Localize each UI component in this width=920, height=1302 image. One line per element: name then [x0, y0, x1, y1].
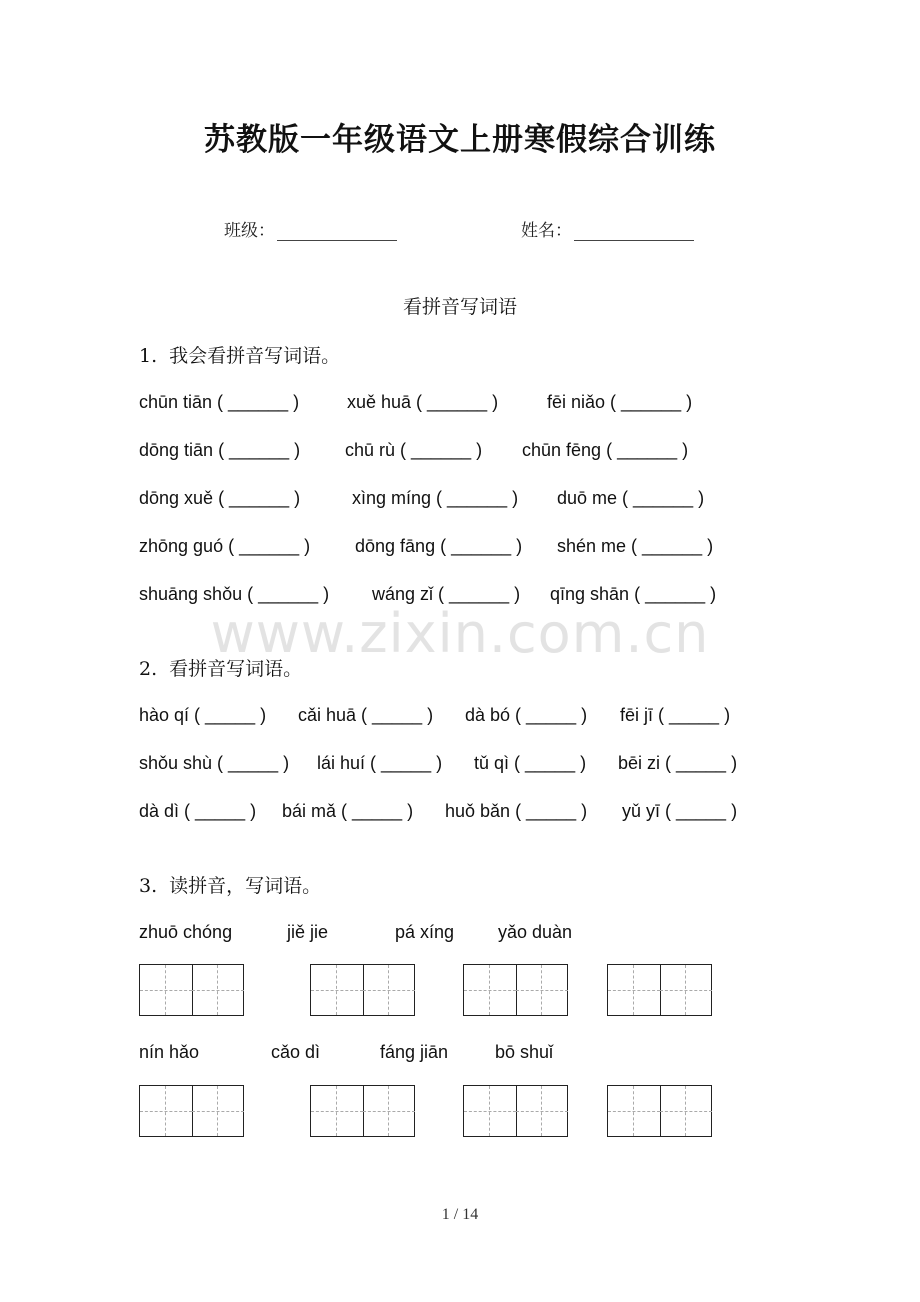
pinyin-item: zhōng guó ( ______ ) — [139, 536, 311, 556]
writing-box[interactable] — [463, 964, 568, 1016]
pinyin-item: dà dì ( _____ ) — [139, 801, 257, 821]
question-number: 2. — [139, 658, 158, 680]
pinyin-item: huǒ bǎn ( _____ ) — [445, 801, 588, 821]
pinyin-item: bēi zi ( _____ ) — [618, 753, 738, 773]
name-field — [521, 216, 694, 241]
tian-grid-cell[interactable] — [660, 965, 712, 1015]
class-field — [224, 216, 397, 241]
question-3-heading — [139, 871, 321, 898]
tian-grid-cell[interactable] — [464, 965, 517, 1015]
tian-grid-cell[interactable] — [140, 965, 193, 1015]
pinyin-item: qīng shān ( ______ ) — [550, 584, 717, 604]
pinyin-item: duō me ( ______ ) — [557, 488, 705, 508]
pinyin-word: fáng jiān — [380, 1042, 449, 1062]
tian-grid-cell[interactable] — [192, 965, 244, 1015]
pinyin-item: dōng fāng ( ______ ) — [355, 536, 523, 556]
pinyin-item: xuě huā ( ______ ) — [347, 392, 499, 412]
tian-grid-cell[interactable] — [363, 1086, 415, 1136]
tian-grid-cell[interactable] — [464, 1086, 517, 1136]
pinyin-item: tǔ qì ( _____ ) — [474, 753, 587, 773]
tian-grid-cell[interactable] — [192, 1086, 244, 1136]
pinyin-item: cǎi huā ( _____ ) — [298, 705, 434, 725]
question-1-heading — [139, 341, 340, 368]
question-text: 看拼音写词语。 — [169, 658, 303, 680]
pinyin-item: chūn tiān ( ______ ) — [139, 392, 300, 412]
tian-grid-cell[interactable] — [311, 1086, 364, 1136]
writing-box[interactable] — [607, 964, 712, 1016]
writing-box[interactable] — [310, 964, 415, 1016]
tian-grid-cell[interactable] — [363, 965, 415, 1015]
question-number: 3. — [139, 875, 158, 897]
writing-box[interactable] — [139, 1085, 244, 1137]
writing-box[interactable] — [310, 1085, 415, 1137]
question-2-heading — [139, 654, 302, 681]
pinyin-item: fēi jī ( _____ ) — [620, 705, 731, 725]
pinyin-item: xìng míng ( ______ ) — [352, 488, 519, 508]
tian-grid-cell[interactable] — [608, 965, 661, 1015]
pinyin-item: hào qí ( _____ ) — [139, 705, 267, 725]
pinyin-item: bái mǎ ( _____ ) — [282, 801, 414, 821]
tian-grid-cell[interactable] — [660, 1086, 712, 1136]
pinyin-item: chū rù ( ______ ) — [345, 440, 483, 460]
pinyin-word: cǎo dì — [271, 1042, 321, 1062]
name-blank[interactable] — [574, 224, 694, 241]
pinyin-word: pá xíng — [395, 922, 455, 942]
tian-grid-cell[interactable] — [516, 1086, 568, 1136]
pinyin-item: wáng zǐ ( ______ ) — [372, 584, 521, 604]
pinyin-item: fēi niǎo ( ______ ) — [547, 392, 693, 412]
pinyin-item: chūn fēng ( ______ ) — [522, 440, 689, 460]
class-blank[interactable] — [277, 224, 397, 241]
pinyin-word: zhuō chóng — [139, 922, 233, 942]
tian-grid-cell[interactable] — [140, 1086, 193, 1136]
pinyin-item: dōng tiān ( ______ ) — [139, 440, 301, 460]
pinyin-word: yǎo duàn — [498, 922, 573, 942]
class-label: 班级： — [224, 221, 275, 241]
pinyin-item: shén me ( ______ ) — [557, 536, 714, 556]
tian-grid-cell[interactable] — [516, 965, 568, 1015]
document-title: 苏教版一年级语文上册寒假综合训练 — [204, 122, 716, 158]
question-number: 1. — [139, 345, 158, 367]
writing-box[interactable] — [607, 1085, 712, 1137]
tian-grid-cell[interactable] — [608, 1086, 661, 1136]
writing-box[interactable] — [463, 1085, 568, 1137]
name-label: 姓名： — [521, 221, 572, 241]
pinyin-word: nín hǎo — [139, 1042, 200, 1062]
page-number: 1 / 14 — [441, 1206, 479, 1223]
pinyin-item: dōng xuě ( ______ ) — [139, 488, 301, 508]
question-text: 我会看拼音写词语。 — [169, 345, 341, 367]
tian-grid-cell[interactable] — [311, 965, 364, 1015]
pinyin-item: shǒu shù ( _____ ) — [139, 753, 290, 773]
pinyin-item: yǔ yī ( _____ ) — [622, 801, 738, 821]
pinyin-word: bō shuǐ — [495, 1042, 554, 1062]
pinyin-item: lái huí ( _____ ) — [317, 753, 443, 773]
question-text: 读拼音，写词语。 — [169, 875, 322, 897]
watermark: www.zixin.com.cn — [210, 602, 710, 665]
pinyin-word: jiě jie — [287, 922, 329, 942]
pinyin-item: shuāng shǒu ( ______ ) — [139, 584, 330, 604]
pinyin-item: dà bó ( _____ ) — [465, 705, 588, 725]
section-title: 看拼音写词语 — [402, 296, 517, 318]
writing-box[interactable] — [139, 964, 244, 1016]
